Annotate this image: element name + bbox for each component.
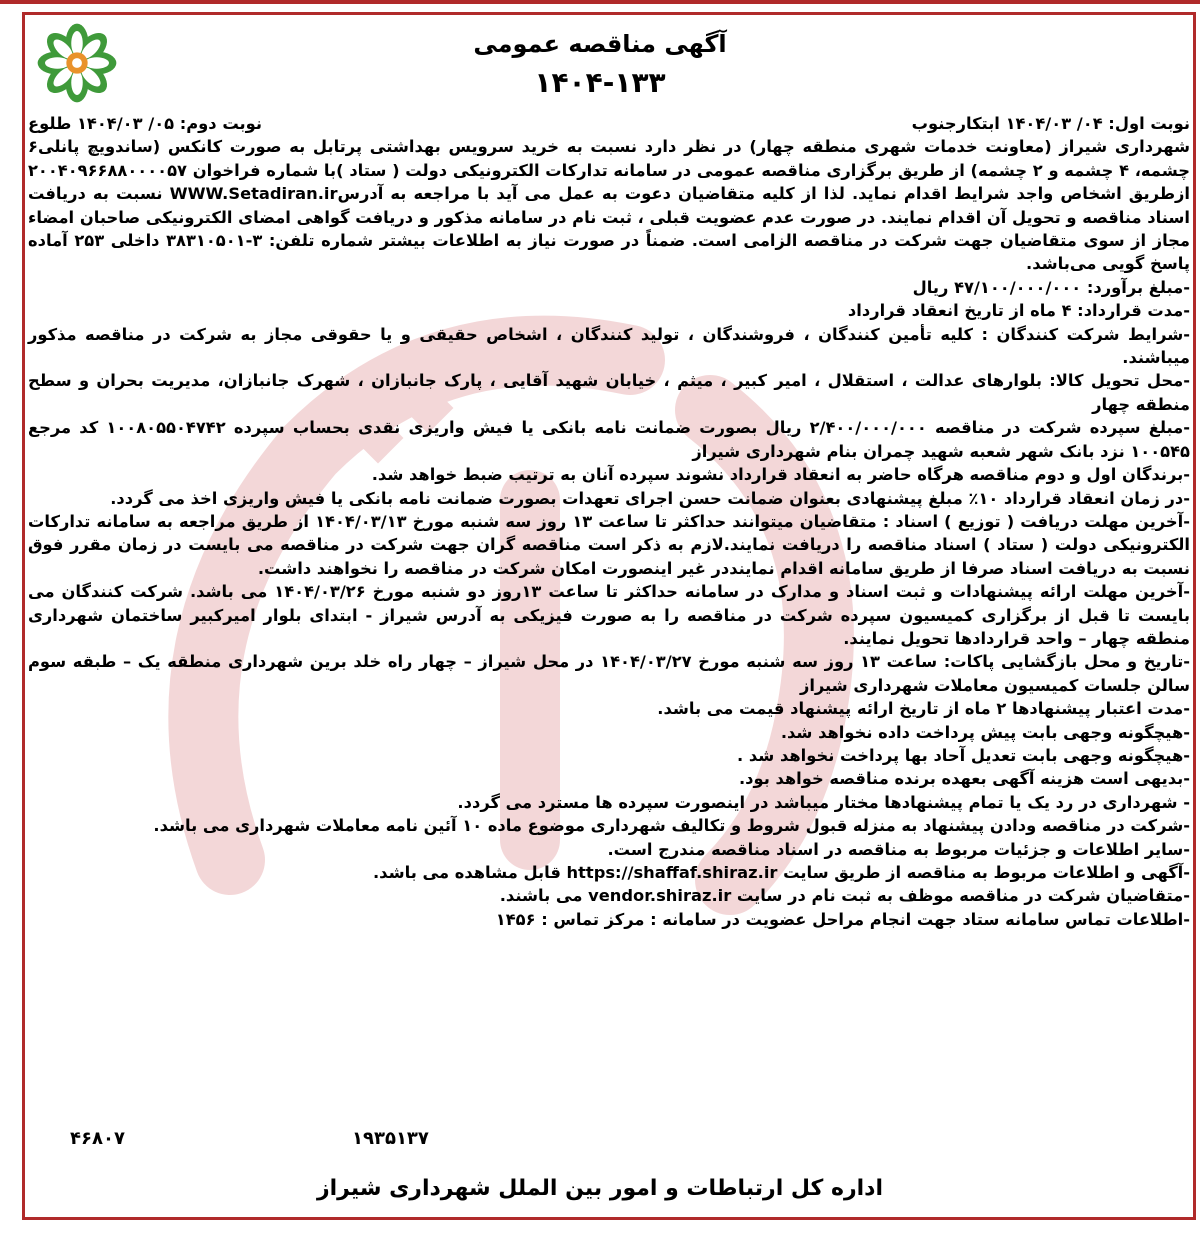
notice-title: آگهی مناقصه عمومی	[473, 30, 727, 58]
notice-number: ۱۴۰۴-۱۳۳	[534, 66, 666, 99]
proposal-deadline: -آخرین مهلت ارائه پیشنهادات و ثبت اسناد و مدارک در سامانه حداکثر تا ساعت ۱۳روز دو شنبه مورخ ۱۴۰۴/۰۳/۲۶ می باشد. شرکت کنندگان می بایست تا قبل از برگزاری کمیسیون سپرده شرکت در مناقصه را به صورت فیزیکی به آدرس شیراز - ابتدای بلوار امیرکبیر ساختمان شهرداری منطقه چهار – واحد قراردادها تحویل نمایند.	[28, 582, 1190, 648]
first-publication-date: نوبت اول: ۰۴/ ۱۴۰۴/۰۳ ابتکارجنوب	[911, 114, 1190, 133]
contact-info: -اطلاعات تماس سامانه ستاد جهت انجام مراحل عضویت در سامانه : مرکز تماس : ۱۴۵۶	[495, 909, 1190, 929]
second-publication-date: نوبت دوم: ۰۵/ ۱۴۰۴/۰۳ طلوع	[28, 114, 262, 133]
ad-cost: -بدیهی است هزینه آگهی بعهده برنده مناقصه خواهد بود.	[738, 769, 1190, 789]
code-left: ۴۶۸۰۷	[70, 1128, 125, 1149]
intro-paragraph: شهرداری شیراز (معاونت خدمات شهری منطقه چهار) در نظر دارد نسبت به خرید سرویس بهداشتی پرتابل به صورت کانکس (ساندویچ پانلی۶ چشمه، ۴ چشمه و ۲ چشمه) از طریق برگزاری مناقصه عمومی در سامانه تدارکات الکترونیکی دولت ( ستاد )با شماره فراخوان ۲۰۰۴۰۹۶۶۸۸۰۰۰۰۵۷ ازطریق اشخاص واجد شرایط اقدام نماید. لذا از کلیه متقاضیان دعوت به عمل می آید با مراجعه به آدرسWWW.Setadiran.ir نسبت به دریافت اسناد مناقصه و تحویل آن اقدام نمایند. در صورت عدم عضویت قبلی ، ثبت نام در سامانه مذکور و دریافت گواهی امضای الکترونیکی صاحبان امضاء مجاز از سوی متقاضیان جهت شرکت در مناقصه الزامی است. ضمناً در صورت نیاز به اطلاعات بیشتر شماره تلفن: ۳-۳۸۳۱۰۵۰۱ داخلی ۲۵۳ آماده پاسخ گویی می‌باشد.	[28, 137, 1191, 274]
no-price-adjustment: -هیچگونه وجهی بابت تعدیل آحاد بها پرداخت نخواهد شد .	[737, 745, 1190, 765]
notice-body	[28, 112, 1190, 931]
publication-dates	[28, 112, 1190, 135]
deposit-amount: -مبلغ سپرده شرکت در مناقصه ۲/۴۰۰/۰۰۰/۰۰۰ ریال بصورت ضمانت نامه بانکی یا فیش واریزی نقدی بحساب سپرده ۱۰۰۸۰۵۵۰۴۷۴۲ کد مرجع ۱۰۰۵۴۵ نزد بانک شهر شعبه شهید چمران بنام شهرداری شیراز	[28, 418, 1190, 461]
no-prepayment: -هیچگونه وجهی بابت پیش پرداخت داده نخواهد شد.	[780, 722, 1190, 742]
contract-duration: -مدت قرارداد: ۴ ماه از تاریخ انعقاد قرارداد	[847, 301, 1190, 321]
performance-guarantee: -در زمان انعقاد قرارداد ۱۰٪ مبلغ پیشنهادی بعنوان ضمانت حسن اجرای تعهدات بصورت ضمانت نامه بانکی یا فیش واریزی اخذ می گردد.	[110, 488, 1190, 508]
rejection-right: - شهرداری در رد یک یا تمام پیشنهادها مختار میباشد در اینصورت سپرده ها مسترد می گردد.	[457, 792, 1190, 812]
vendor-registration: -متقاضیان شرکت در مناقصه موظف به ثبت نام در سایت vendor.shiraz.ir می باشند.	[499, 886, 1190, 906]
footer-codes	[60, 1128, 460, 1158]
winners-deposit-rule: -برندگان اول و دوم مناقصه هرگاه حاضر به انعقاد قرارداد نشوند سپرده آنان به ترتیب ضبط خواهد شد.	[371, 465, 1190, 485]
participant-conditions: -شرایط شرکت کنندگان : کلیه تأمین کنندگان ، فروشندگان ، تولید کنندگان ، اشخاص حقیقی و یا حقوقی مجاز به شرکت در مناقصه مذکور میباشند.	[28, 324, 1190, 368]
website-info: -آگهی و اطلاعات مربوط به مناقصه از طریق سایت https://shaffaf.shiraz.ir قابل مشاهده می باشد.	[373, 863, 1190, 882]
code-right: ۱۹۳۵۱۳۷	[352, 1128, 429, 1149]
proposal-validity: -مدت اعتبار پیشنهادها ۲ ماه از تاریخ ارائه پیشنهاد قیمت می باشد.	[657, 699, 1190, 719]
delivery-location: -محل تحویل کالا: بلوارهای عدالت ، استقلال ، امیر کبیر ، میثم ، خیابان شهید آقایی ، پارک جانبازان ، شهرک جانبازان، مدیریت بحران و سطح منطقه چهار	[28, 371, 1190, 414]
opening-date-location: -تاریخ و محل بازگشایی پاکات: ساعت ۱۳ روز سه شنبه مورخ ۱۴۰۴/۰۳/۲۷ در محل شیراز – چهار راه خلد برین شهرداری منطقه یک – طبقه سوم سالن جلسات کمیسیون معاملات شهرداری شیراز	[28, 652, 1190, 695]
estimate-amount: -مبلغ برآورد: ۴۷/۱۰۰/۰۰۰/۰۰۰ ریال	[912, 277, 1190, 297]
document-deadline: -آخرین مهلت دریافت ( توزیع ) اسناد : متقاضیان میتوانند حداکثر تا ساعت ۱۳ روز سه شنبه مورخ ۱۴۰۴/۰۳/۱۳ از طریق مراجعه به سامانه تدارکات الکترونیکی دولت ( ستاد ) اسناد مناقصه را دریافت نمایند.لازم به ذکر است مناقصه گران جهت شرکت در مناقصه می بایست در زمان مقرر فوق نسبت به دریافت اسناد صرفا از طریق سامانه اقدام نماینددر غیر اینصورت امکان شرکت در مناقصه را نخواهند داشت.	[28, 511, 1191, 578]
acceptance-terms: -شرکت در مناقصه ودادن پیشنهاد به منزله قبول شروط و تکالیف شهرداری موضوع ماده ۱۰ آئین نامه معاملات شهرداری می باشد.	[153, 816, 1190, 836]
municipality-flower-logo-icon	[36, 22, 118, 104]
other-details: -سایر اطلاعات و جزئیات مربوط به مناقصه در اسناد مناقصه مندرج است.	[607, 839, 1190, 859]
issuer-name: اداره کل ارتباطات و امور بین الملل شهرداری شیراز	[316, 1176, 884, 1201]
